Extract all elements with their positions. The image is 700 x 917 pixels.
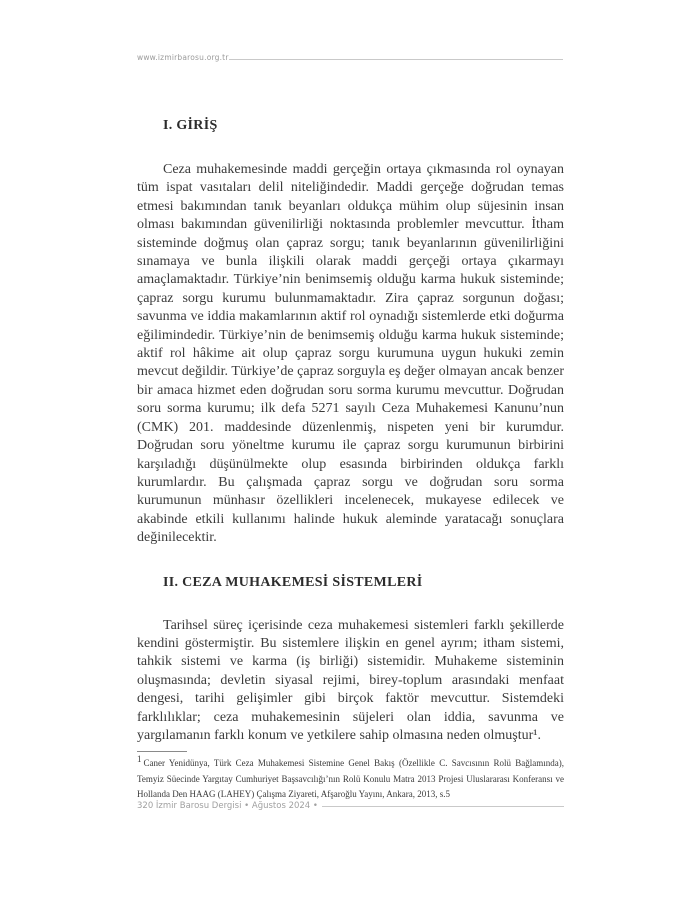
page-content [137, 118, 564, 745]
section-heading-giris: I. GİRİŞ [163, 118, 218, 133]
section-heading-ceza-muhakemesi: II. CEZA MUHAKEMESİ SİSTEMLERİ [163, 574, 423, 590]
footer-divider [322, 806, 564, 807]
header-url: www.izmirbarosu.org.tr [137, 53, 229, 62]
header-divider [229, 59, 563, 60]
footnote [137, 756, 564, 803]
page-footer: 320 İzmir Barosu Dergisi • Ağustos 2024 • [137, 801, 318, 811]
footnote-text: Caner Yenidünya, Türk Ceza Muhakemesi Sistemine Genel Bakış (Özellikle C. Savcısının Rolü Bağlamında), Temyiz Süecinde Yargıtay Cumhuriyet Başsavcılığı’nın Rolü Konulu Matra 2013 Projesi Uluslararası Konferansı ve Hollanda Den HAAG (LAHEY) Çalışma Ziyareti, Afşaroğlu Yayını, Ankara, 2013, s.5 [137, 758, 564, 799]
paragraph-sistemler: Tarihsel süreç içerisinde ceza muhakemesi sistemleri farklı şekillerde kendini göstermiştir. Bu sistemlere ilişkin en genel ayrım; itham sistemi, tahkik sistemi ve karma (iş birliği) sistemidir. Muhakeme sisteminin oluşmasında; devletin siyasal rejimi, birey-toplum arasındaki menfaat dengesi, tarihi gelişimler gibi birçok faktör mevcuttur. Sistemdeki farklılıklar; ceza muhakemesinin süjeleri olan iddia, savunma ve yargılamanın farklı konum ve yetkilere sahip olmasına neden olmuştur¹. [137, 617, 564, 743]
paragraph-giris: Ceza muhakemesinde maddi gerçeğin ortaya çıkmasında rol oynayan tüm ispat vasıtaları delil niteliğindedir. Maddi gerçeğe doğrudan temas etmesi bakımından tanık beyanları oldukça mühim olup süjesinin insan olması bakımından güvenilirliği noktasında problemler mevcuttur. İtham sisteminde doğmuş olan çapraz sorgu; tanık beyanlarının güvenilirliğini sınamaya ve bunla ilişkili olarak maddi gerçeği ortaya çıkarmayı amaçlamaktadır. Türkiye’nin benimsemiş olduğu karma hukuk sisteminde; çapraz sorgu kurumu bulunmamaktadır. Zira çapraz sorgunun doğası; savunma ve iddia makamlarının aktif rol oynadığı sistemlerde etki doğurma eğilimindedir. Türkiye’nin de benimsemiş olduğu karma hukuk sisteminde; aktif rol hâkime ait olup çapraz sorgu kurumuna uygun hukuki zemin mevcut değildir. Türkiye’de çapraz sorguyla eş değer olmayan ancak benzer bir amaca hizmet eden doğrudan soru sorma kurumu mevcuttur. Doğrudan soru sorma kurumu; ilk defa 5271 sayılı Ceza Muhakemesi Kanunu’nun (CMK) 201. maddesinde düzenlenmiş, nispeten yeni bir kurumdur. Doğrudan soru yöneltme kurumu ile çapraz sorgu kurumunun birbirini karşıladığı düşünülmekte olup esasında birbirinden oldukça farklı kurumlardır. Bu çalışmada çapraz sorgu ve doğrudan soru sorma kurumunun münhasır özellikleri incelenecek, mukayese edilecek ve akabinde etkili kullanımı halinde hukuk aleminde yaratacağı sonuçlara değinilecektir. [137, 162, 564, 546]
footnote-divider [137, 751, 187, 752]
footnote-mark: 1 [137, 754, 142, 764]
